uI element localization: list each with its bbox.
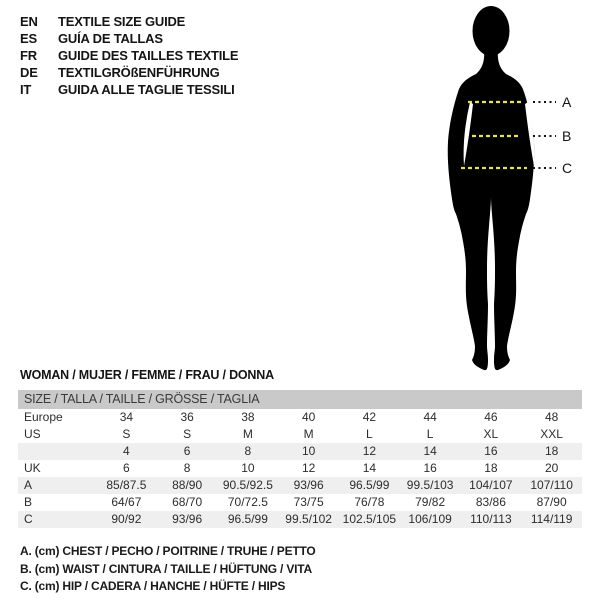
lang-row-it [20,81,238,98]
table-cell: 48 [544,410,559,424]
table-cell: 76/78 [354,495,385,509]
language-title-block [20,13,238,98]
table-cell: 6 [123,461,130,475]
table-cell: 34 [119,410,134,424]
table-row [18,477,582,494]
size-table [18,390,582,528]
table-cell: 96.5/99 [227,512,268,526]
row-label: UK [24,461,41,475]
table-cell: 83/86 [475,495,506,509]
table-cell: 16 [423,461,437,475]
table-cell: 93/96 [293,478,324,492]
table-row [18,426,582,443]
table-cell: 106/109 [408,512,452,526]
measure-label-a: A [562,94,572,110]
table-cell: S [183,427,192,441]
table-cell: 12 [362,444,377,458]
lang-code: IT [20,82,32,97]
table-cell: 96.5/99 [349,478,390,492]
table-row [18,460,582,477]
table-cell: 64/67 [111,495,142,509]
table-cell: 90.5/92.5 [222,478,273,492]
table-cell: 12 [301,461,316,475]
table-cell: S [122,427,131,441]
table-cell: 46 [484,410,498,424]
table-cell: 16 [484,444,498,458]
lang-title: GUIDE DES TAILLES TEXTILE [58,48,239,63]
table-cell: 18 [484,461,498,475]
table-cell: 79/82 [415,495,446,509]
table-cell: 99.5/103 [406,478,454,492]
measure-label-c: C [562,160,573,176]
lang-title: TEXTILGRÖßENFÜHRUNG [58,65,220,80]
table-cell: 36 [180,410,194,424]
table-cell: 20 [544,461,559,475]
legend-waist: B. (cm) WAIST / CINTURA / TAILLE / HÜFTUNG / VITA [20,561,312,576]
table-cell: 87/90 [536,495,567,509]
table-cell: 99.5/102 [285,512,332,526]
table-cell: M [242,427,253,441]
table-row [18,511,582,528]
table-cell: 40 [301,410,316,424]
table-cell: 73/75 [293,495,324,509]
table-cell: 10 [241,461,255,475]
lang-title: TEXTILE SIZE GUIDE [58,14,186,29]
table-cell: 93/96 [172,512,203,526]
row-label: US [24,427,41,441]
table-cell: 70/72.5 [227,495,268,509]
table-cell: 42 [362,410,377,424]
measure-label-b: B [562,128,572,144]
table-cell: 4 [123,444,130,458]
table-cell: 88/90 [172,478,203,492]
table-cell: 90/92 [111,512,142,526]
size-table-body [18,409,582,528]
head-shape [473,6,510,56]
row-label: C [24,512,33,526]
lang-code: EN [20,14,38,29]
table-cell: L [426,427,434,441]
table-cell: 8 [183,461,191,475]
table-cell: L [366,427,373,441]
table-row [18,443,582,460]
table-cell: M [303,427,314,441]
lang-code: ES [20,31,37,46]
table-row [18,409,582,426]
lang-title: GUÍA DE TALLAS [58,31,163,46]
section-title-woman: WOMAN / MUJER / FEMME / FRAU / DONNA [20,368,274,382]
row-label [18,443,96,460]
body-shape [448,48,535,370]
measurement-legend [20,543,316,596]
size-table-header: SIZE / TALLA / TAILLE / GRÖSSE / TAGLIA [18,390,582,409]
legend-hip: C. (cm) HIP / CADERA / HANCHE / HÜFTE / HIPS [20,579,286,593]
lang-row-de [20,64,238,81]
table-cell: 8 [244,444,252,458]
woman-silhouette-figure [430,4,600,372]
table-cell: 18 [544,444,559,458]
lang-row-es [20,30,238,47]
table-cell: 38 [241,410,255,424]
table-cell: 10 [301,444,316,458]
lang-title: GUIDA ALLE TAGLIE TESSILI [58,82,235,97]
table-row [18,494,582,511]
table-cell: 104/107 [469,478,513,492]
table-cell: 85/87.5 [106,478,147,492]
table-cell: 107/110 [530,478,573,492]
table-cell: XL [483,427,499,441]
table-cell: 14 [362,461,377,475]
lang-row-fr [20,47,238,64]
table-cell: 44 [423,410,437,424]
row-label: Europe [24,410,63,424]
row-label: A [24,478,33,492]
table-cell: XXL [540,427,563,441]
lang-code: FR [20,48,37,63]
lang-row-en [20,13,238,30]
table-cell: 114/119 [530,512,573,526]
table-cell: 68/70 [172,495,203,509]
table-cell: 110/113 [470,512,512,526]
lang-code: DE [20,65,38,80]
table-cell: 14 [423,444,437,458]
table-cell: 6 [183,444,191,458]
legend-chest: A. (cm) CHEST / PECHO / POITRINE / TRUHE / PETTO [20,544,316,558]
row-label: B [24,495,33,509]
table-cell: 102.5/105 [342,512,397,526]
